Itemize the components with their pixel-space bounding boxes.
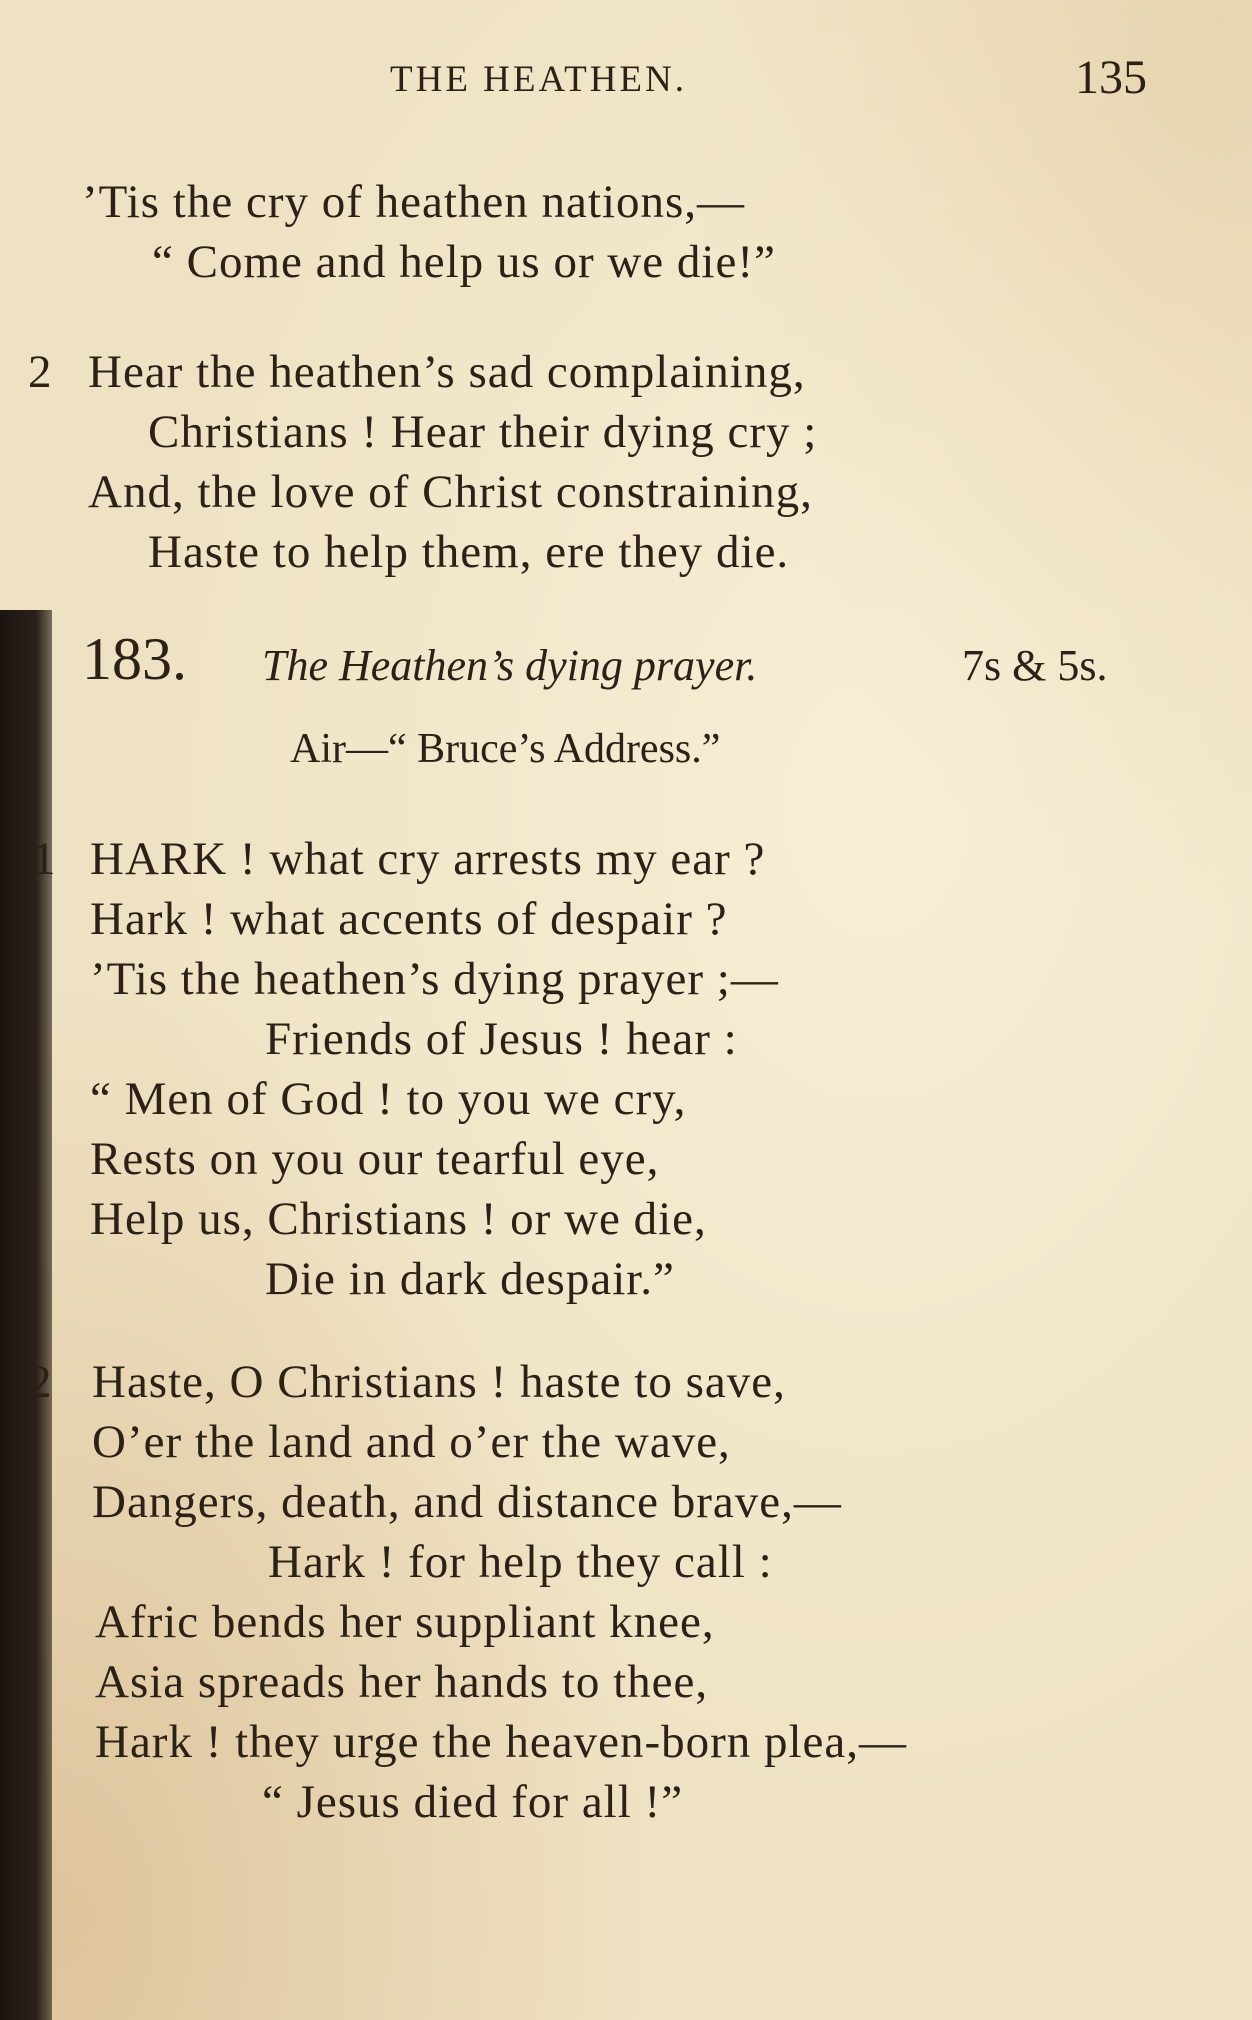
verse-line: Dangers, death, and distance brave,—	[92, 1476, 842, 1528]
verse-line: Afric bends her suppliant knee,	[95, 1596, 715, 1648]
stanza-number: 1	[32, 833, 56, 885]
verse-line: “ Men of God ! to you we cry,	[90, 1073, 687, 1125]
page-number: 135	[1075, 51, 1147, 104]
verse-line: O’er the land and o’er the wave,	[92, 1416, 731, 1468]
stanza-number: 2	[28, 1356, 52, 1408]
hymn-number: 183.	[82, 626, 187, 692]
book-spine-shadow	[0, 610, 52, 2020]
verse-line: Rests on you our tearful eye,	[90, 1133, 660, 1185]
verse-line: Help us, Christians ! or we die,	[90, 1193, 707, 1245]
hymn-tune: Air—“ Bruce’s Address.”	[290, 726, 721, 772]
verse-line: “ Jesus died for all !”	[262, 1776, 684, 1828]
verse-line: Hark ! for help they call :	[268, 1536, 773, 1588]
verse-line: Hear the heathen’s sad complaining,	[88, 346, 806, 398]
verse-line: Hark ! they urge the heaven-born plea,—	[95, 1716, 908, 1768]
verse-line: HARK ! what cry arrests my ear ?	[90, 833, 766, 885]
hymn-title: The Heathen’s dying prayer.	[262, 641, 758, 690]
running-head: THE HEATHEN.	[390, 59, 688, 100]
verse-line: “ Come and help us or we die!”	[152, 236, 776, 288]
stanza-number: 2	[28, 346, 52, 398]
hymn-meter: 7s & 5s.	[962, 641, 1108, 690]
verse-line: Hark ! what accents of despair ?	[90, 893, 728, 945]
verse-line: Die in dark despair.”	[265, 1253, 675, 1305]
verse-line: Haste, O Christians ! haste to save,	[92, 1356, 786, 1408]
verse-line: Friends of Jesus ! hear :	[265, 1013, 738, 1065]
verse-line: ’Tis the cry of heathen nations,—	[82, 176, 746, 228]
verse-line: ’Tis the heathen’s dying prayer ;—	[90, 953, 779, 1005]
verse-line: Asia spreads her hands to thee,	[95, 1656, 709, 1708]
verse-line: Haste to help them, ere they die.	[148, 526, 790, 578]
verse-line: Christians ! Hear their dying cry ;	[148, 406, 818, 458]
verse-line: And, the love of Christ constraining,	[88, 466, 813, 518]
